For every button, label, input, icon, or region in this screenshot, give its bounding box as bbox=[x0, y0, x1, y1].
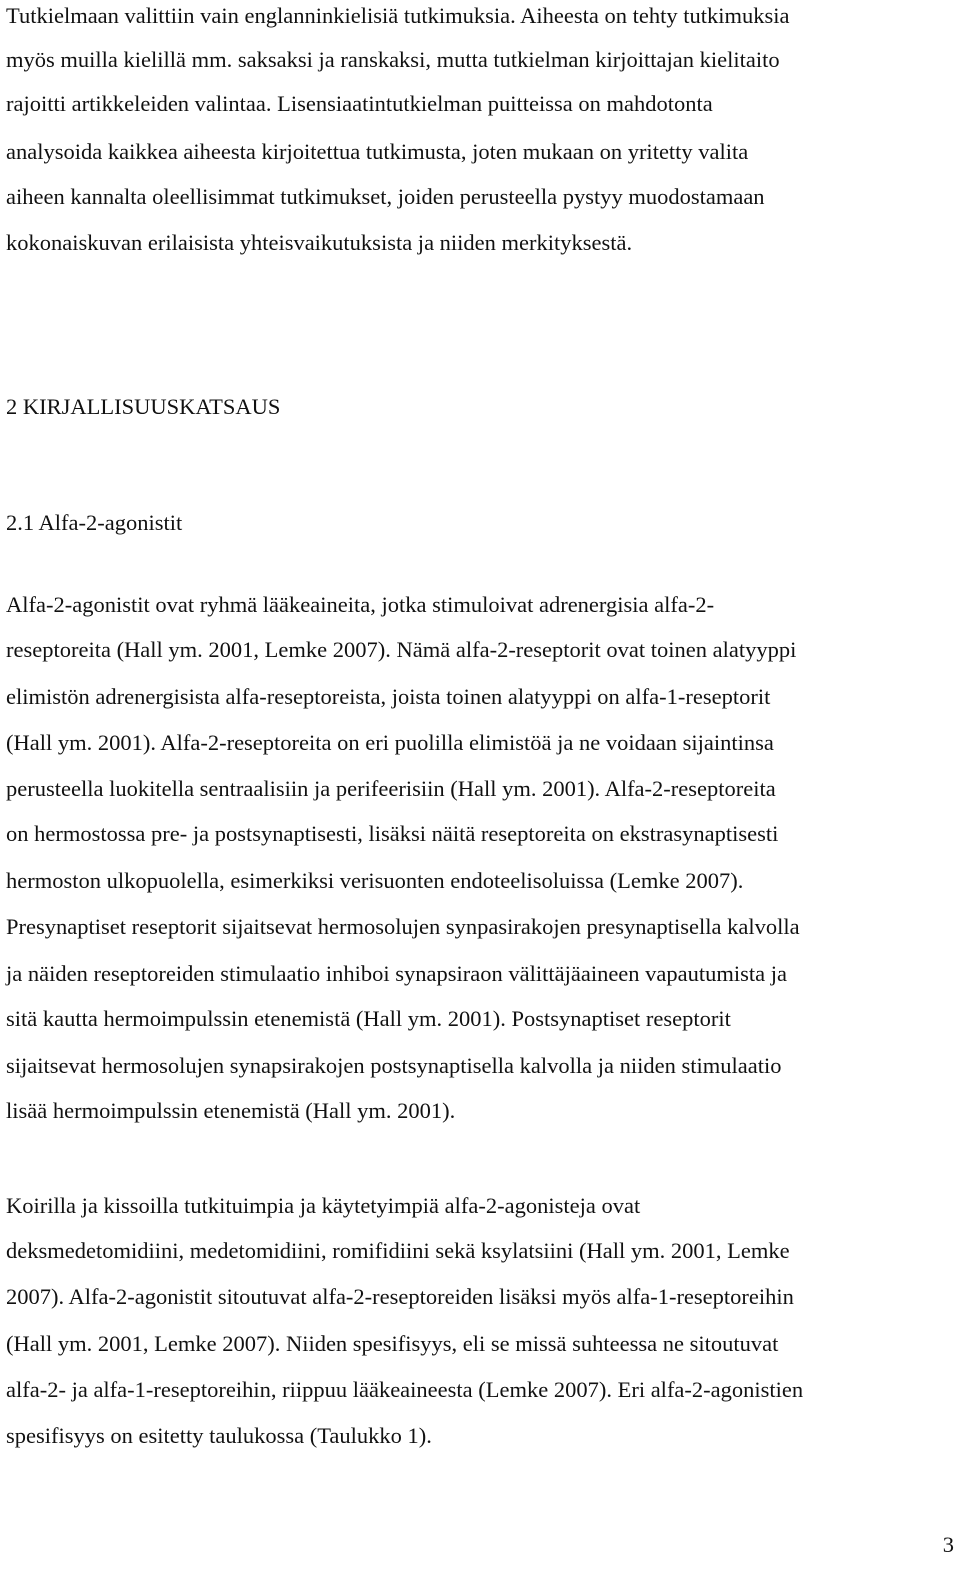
text-line: hermoston ulkopuolella, esimerkiksi verisuonten endoteelisoluissa (Lemke 2007). bbox=[6, 868, 744, 893]
text-line: Presynaptiset reseptorit sijaitsevat hermosolujen synpasirakojen presynaptisella kalvolla bbox=[6, 914, 800, 939]
text-line: kokonaiskuvan erilaisista yhteisvaikutuksista ja niiden merkityksestä. bbox=[6, 230, 633, 255]
text-line: sijaitsevat hermosolujen synapsirakojen postsynaptisella kalvolla ja niiden stimulaatio bbox=[6, 1053, 782, 1078]
text-line: 2007). Alfa-2-agonistit sitoutuvat alfa-2-reseptoreiden lisäksi myös alfa-1-reseptoreihin bbox=[6, 1284, 794, 1309]
text-line: Alfa-2-agonistit ovat ryhmä lääkeaineita, jotka stimuloivat adrenergisia alfa-2- bbox=[6, 592, 715, 617]
text-line: deksmedetomidiini, medetomidiini, romifidiini sekä ksylatsiini (Hall ym. 2001, Lemke bbox=[6, 1238, 790, 1263]
text-line: aiheen kannalta oleellisimmat tutkimukset, joiden perusteella pystyy muodostamaan bbox=[6, 184, 765, 209]
text-line: sitä kautta hermoimpulssin etenemistä (Hall ym. 2001). Postsynaptiset reseptorit bbox=[6, 1006, 731, 1031]
text-line: analysoida kaikkea aiheesta kirjoitettua tutkimusta, joten mukaan on yritetty valita bbox=[6, 139, 749, 164]
chapter-heading: 2 KIRJALLISUUSKATSAUS bbox=[6, 394, 281, 419]
text-line: Tutkielmaan valittiin vain englanninkielisiä tutkimuksia. Aiheesta on tehty tutkimuksia bbox=[6, 3, 790, 28]
text-line: rajoitti artikkeleiden valintaa. Lisensiaatintutkielman puitteissa on mahdotonta bbox=[6, 91, 713, 116]
text-line: (Hall ym. 2001). Alfa-2-reseptoreita on eri puolilla elimistöä ja ne voidaan sijaintinsa bbox=[6, 730, 774, 755]
text-line: spesifisyys on esitetty taulukossa (Taulukko 1). bbox=[6, 1423, 432, 1448]
text-line: myös muilla kielillä mm. saksaksi ja ranskaksi, mutta tutkielman kirjoittajan kielitaito bbox=[6, 47, 780, 72]
page-number: 3 bbox=[942, 1532, 954, 1557]
section-heading: 2.1 Alfa-2-agonistit bbox=[6, 510, 183, 535]
text-line: alfa-2- ja alfa-1-reseptoreihin, riippuu lääkeaineesta (Lemke 2007). Eri alfa-2-agonistien bbox=[6, 1377, 804, 1402]
text-line: (Hall ym. 2001, Lemke 2007). Niiden spesifisyys, eli se missä suhteessa ne sitoutuvat bbox=[6, 1331, 779, 1356]
text-line: on hermostossa pre- ja postsynaptisesti, lisäksi näitä reseptoreita on ekstrasynaptisesti bbox=[6, 821, 779, 846]
text-line: reseptoreita (Hall ym. 2001, Lemke 2007). Nämä alfa-2-reseptorit ovat toinen alatyyppi bbox=[6, 637, 797, 662]
text-line: perusteella luokitella sentraalisiin ja perifeerisiin (Hall ym. 2001). Alfa-2-reseptoreita bbox=[6, 776, 776, 801]
text-line: lisää hermoimpulssin etenemistä (Hall ym. 2001). bbox=[6, 1098, 456, 1123]
text-line: elimistön adrenergisista alfa-reseptoreista, joista toinen alatyyppi on alfa-1-reseptorit bbox=[6, 684, 771, 709]
text-line: Koirilla ja kissoilla tutkituimpia ja käytetyimpiä alfa-2-agonisteja ovat bbox=[6, 1193, 641, 1218]
text-line: ja näiden reseptoreiden stimulaatio inhiboi synapsiraon välittäjäaineen vapautumista ja bbox=[6, 961, 788, 986]
